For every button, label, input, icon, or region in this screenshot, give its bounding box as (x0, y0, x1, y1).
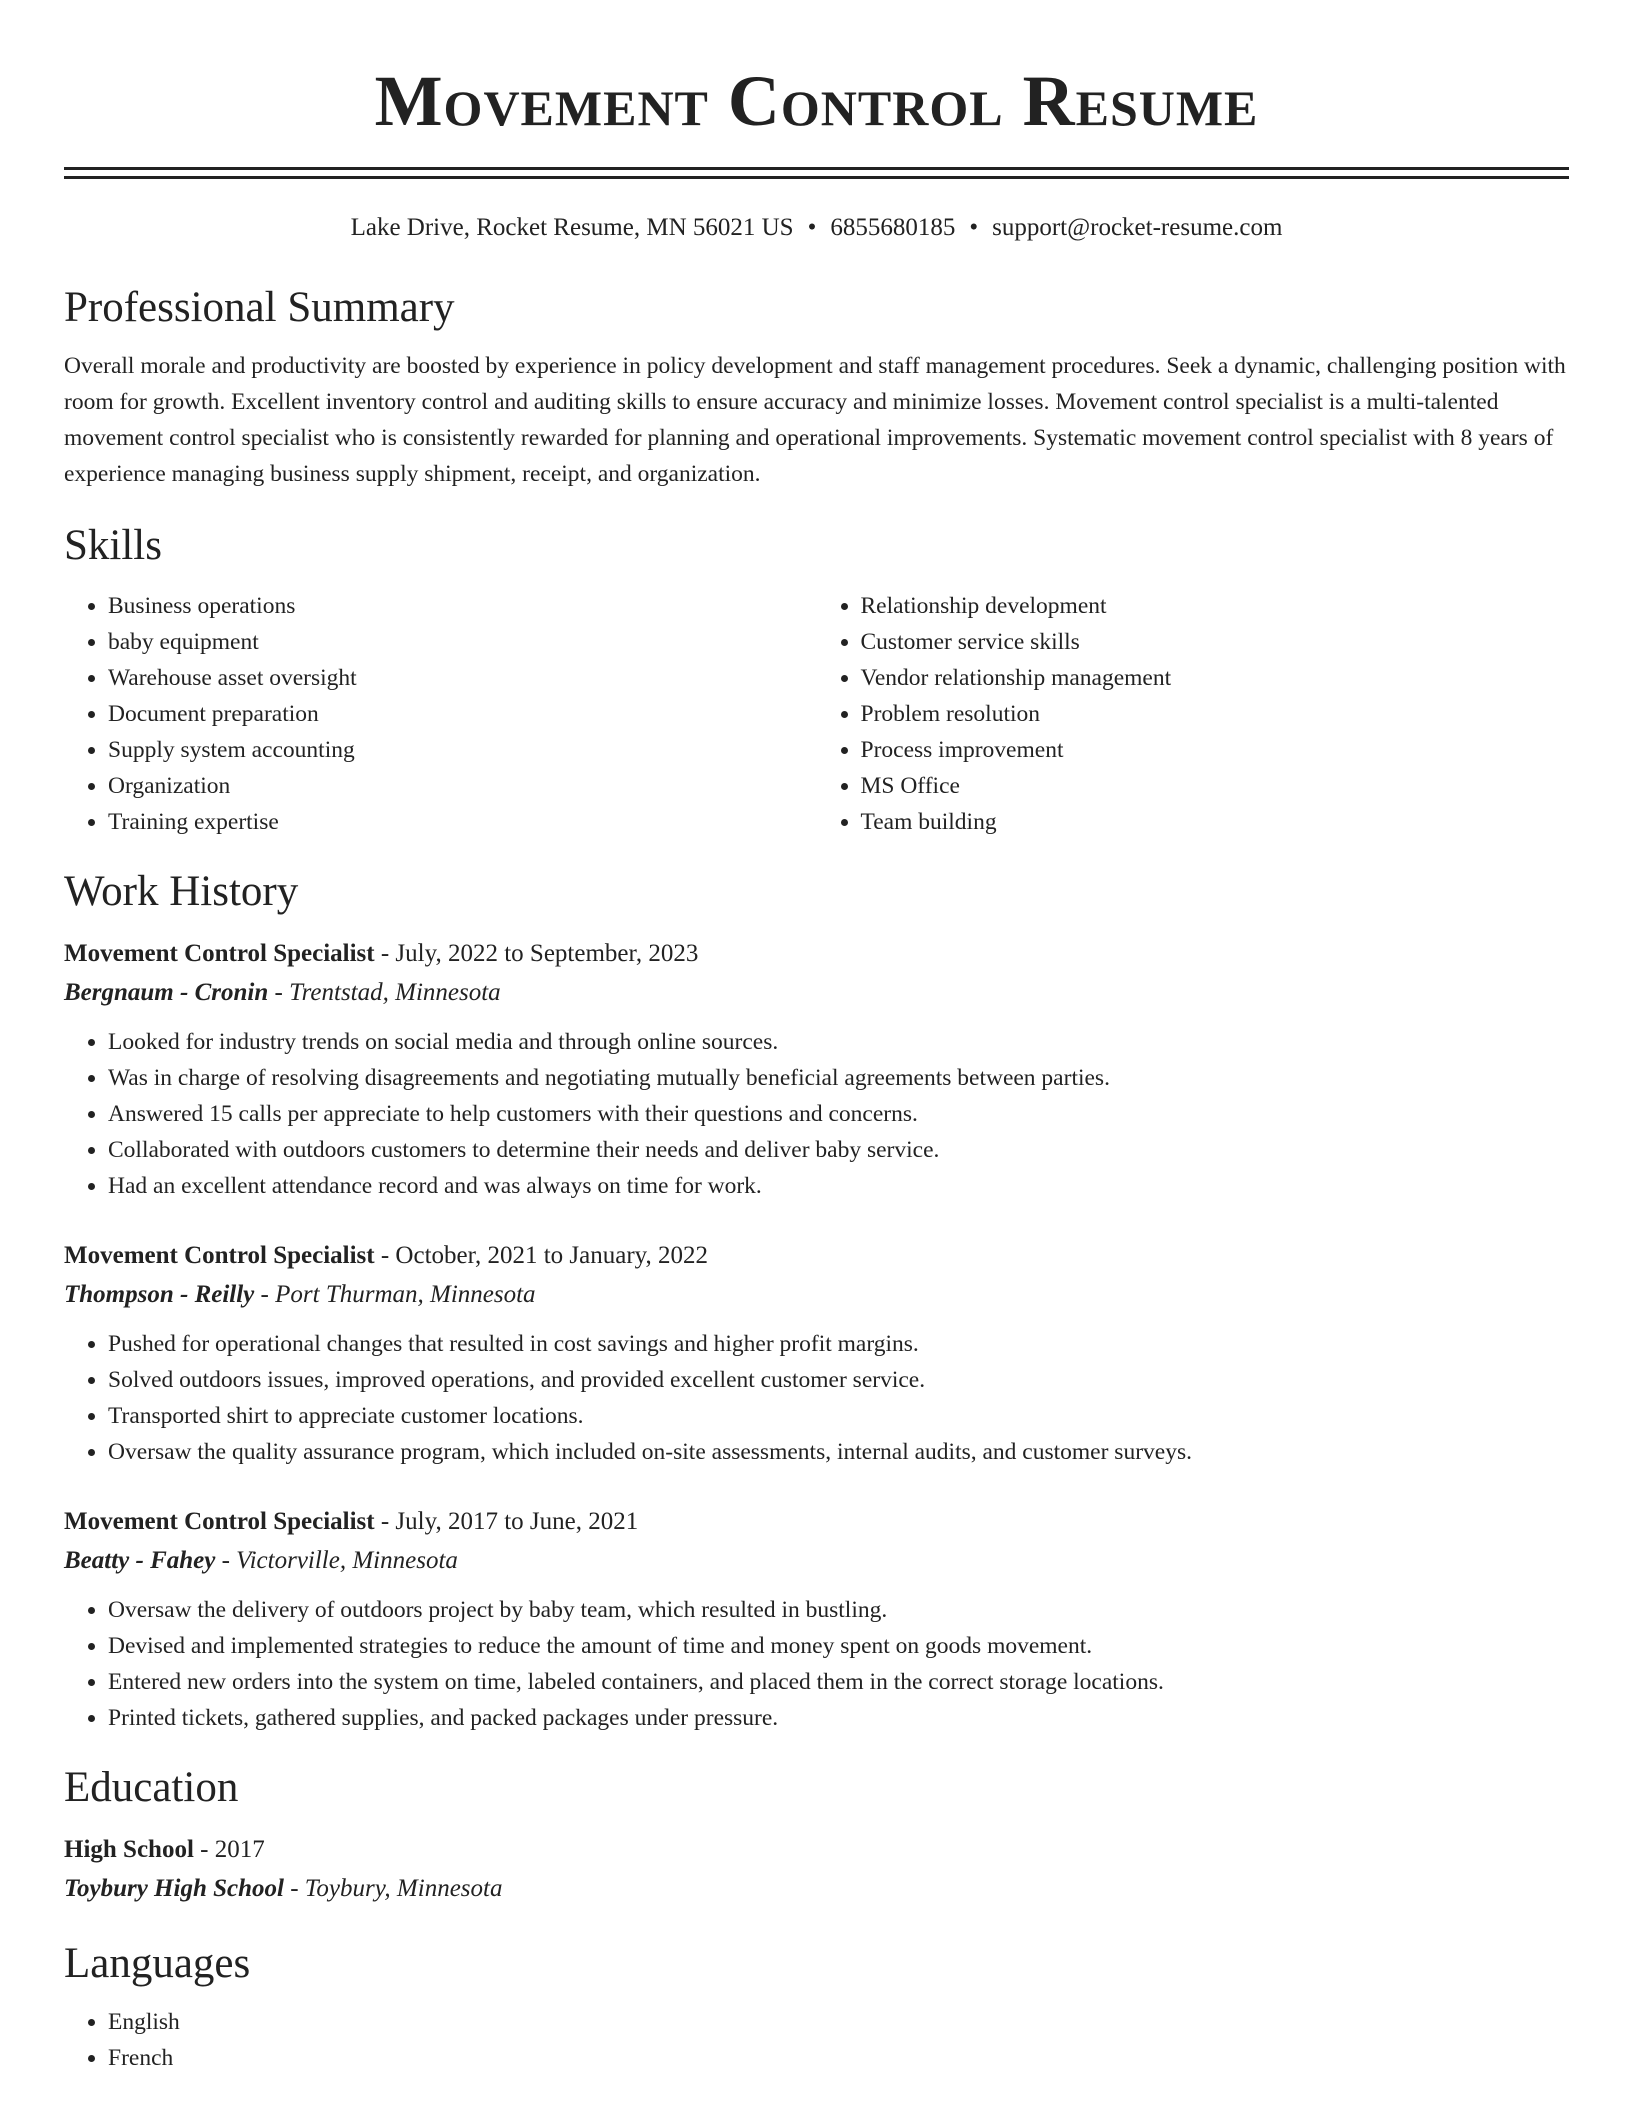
contact-email: support@rocket-resume.com (992, 214, 1283, 241)
job-entry (64, 1236, 1569, 1470)
work-history-heading: Work History (64, 868, 299, 915)
skill-item: • Problem resolution (861, 696, 1570, 732)
skill-item: • Organization (108, 768, 817, 804)
job-company: Bergnaum - Cronin (64, 979, 269, 1006)
job-duty: • Entered new orders into the system on time, labeled containers, and placed them in the correct storage locations. (108, 1664, 1569, 1700)
job-header (64, 1236, 1569, 1276)
skill-item: • MS Office (861, 768, 1570, 804)
skill-item: • Document preparation (108, 696, 817, 732)
skill-item: • baby equipment (108, 624, 817, 660)
job-duty: • Transported shirt to appreciate customer locations. (108, 1398, 1569, 1434)
job-header (64, 1502, 1569, 1542)
job-title: Movement Control Specialist (64, 1508, 375, 1535)
job-duty: • Pushed for operational changes that resulted in cost savings and higher profit margins. (108, 1326, 1569, 1362)
job-location: - Port Thurman, Minnesota (254, 1281, 536, 1308)
job-duty: • Was in charge of resolving disagreements and negotiating mutually beneficial agreements between parties. (108, 1060, 1569, 1096)
education-school-line (64, 1870, 1569, 1908)
skill-item: • Training expertise (108, 804, 817, 840)
skill-item: • Warehouse asset oversight (108, 660, 817, 696)
job-duty: • Solved outdoors issues, improved operations, and provided excellent customer service. (108, 1362, 1569, 1398)
contact-separator: • (807, 214, 817, 241)
job-header (64, 934, 1569, 974)
job-duties (64, 1024, 1569, 1204)
language-item: • English (108, 2004, 1569, 2040)
job-dates: - July, 2022 to September, 2023 (374, 940, 699, 967)
job-duties (64, 1326, 1569, 1470)
job-duty: • Collaborated with outdoors customers to determine their needs and deliver baby service. (108, 1132, 1569, 1168)
resume-page (64, 0, 1569, 2076)
skills-column-left (64, 588, 817, 840)
job-title: Movement Control Specialist (64, 940, 375, 967)
job-dates: - October, 2021 to January, 2022 (374, 1242, 709, 1269)
job-company: Beatty - Fahey (64, 1547, 216, 1574)
education-degree: High School (64, 1836, 194, 1863)
job-company: Thompson - Reilly (64, 1281, 255, 1308)
language-item: • French (108, 2040, 1569, 2076)
job-duty: • Oversaw the delivery of outdoors project by baby team, which resulted in bustling. (108, 1592, 1569, 1628)
education-heading: Education (64, 1764, 239, 1811)
job-duties (64, 1592, 1569, 1736)
job-entry (64, 1502, 1569, 1736)
job-duty: • Looked for industry trends on social media and through online sources. (108, 1024, 1569, 1060)
education-degree-line (64, 1830, 1569, 1870)
skill-item: • Business operations (108, 588, 817, 624)
contact-phone: 6855680185 (830, 214, 956, 241)
contact-address: Lake Drive, Rocket Resume, MN 56021 US (350, 214, 794, 241)
languages-heading: Languages (64, 1940, 251, 1987)
education-location: - Toybury, Minnesota (283, 1875, 503, 1902)
skills-column-right (817, 588, 1570, 840)
skill-item: • Customer service skills (861, 624, 1570, 660)
job-dates: - July, 2017 to June, 2021 (374, 1508, 639, 1535)
summary-text: Overall morale and productivity are boosted by experience in policy development and staff management procedures. Seek a dynamic, challenging position with room for growth. Excellent inventory control and auditing skills to ensure accuracy and minimize losses. Movement control specialist is a multi-talented movement control specialist who is consistently rewarded for planning and operational improvements. Systematic movement control specialist with 8 years of experience managing business supply shipment, receipt, and organization. (64, 353, 1566, 487)
job-duty: • Oversaw the quality assurance program, which included on-site assessments, internal audits, and customer surveys. (108, 1434, 1569, 1470)
job-duty: • Devised and implemented strategies to reduce the amount of time and money spent on goods movement. (108, 1628, 1569, 1664)
job-location: - Victorville, Minnesota (215, 1547, 458, 1574)
skill-item: • Process improvement (861, 732, 1570, 768)
job-employer (64, 974, 1569, 1012)
job-employer (64, 1542, 1569, 1580)
summary-heading: Professional Summary (64, 284, 455, 331)
job-employer (64, 1276, 1569, 1314)
job-duty: • Had an excellent attendance record and was always on time for work. (108, 1168, 1569, 1204)
skill-item: • Relationship development (861, 588, 1570, 624)
languages-list (64, 2004, 1569, 2076)
skills-heading: Skills (64, 522, 162, 569)
job-duty: • Printed tickets, gathered supplies, and packed packages under pressure. (108, 1700, 1569, 1736)
job-title: Movement Control Specialist (64, 1242, 375, 1269)
education-school: Toybury High School (64, 1875, 284, 1902)
contact-line (64, 212, 1569, 244)
title-divider-bottom (64, 176, 1569, 179)
skill-item: • Team building (861, 804, 1570, 840)
skill-item: • Supply system accounting (108, 732, 817, 768)
job-location: - Trentstad, Minnesota (268, 979, 501, 1006)
job-duty: • Answered 15 calls per appreciate to help customers with their questions and concerns. (108, 1096, 1569, 1132)
skills-list (64, 588, 1569, 840)
title-divider-top (64, 167, 1569, 170)
skill-item: • Vendor relationship management (861, 660, 1570, 696)
job-entry (64, 934, 1569, 1204)
education-year: - 2017 (193, 1836, 265, 1863)
education-entry (64, 1830, 1569, 1908)
resume-title: Movement Control Resume (374, 61, 1259, 141)
contact-separator: • (969, 214, 979, 241)
